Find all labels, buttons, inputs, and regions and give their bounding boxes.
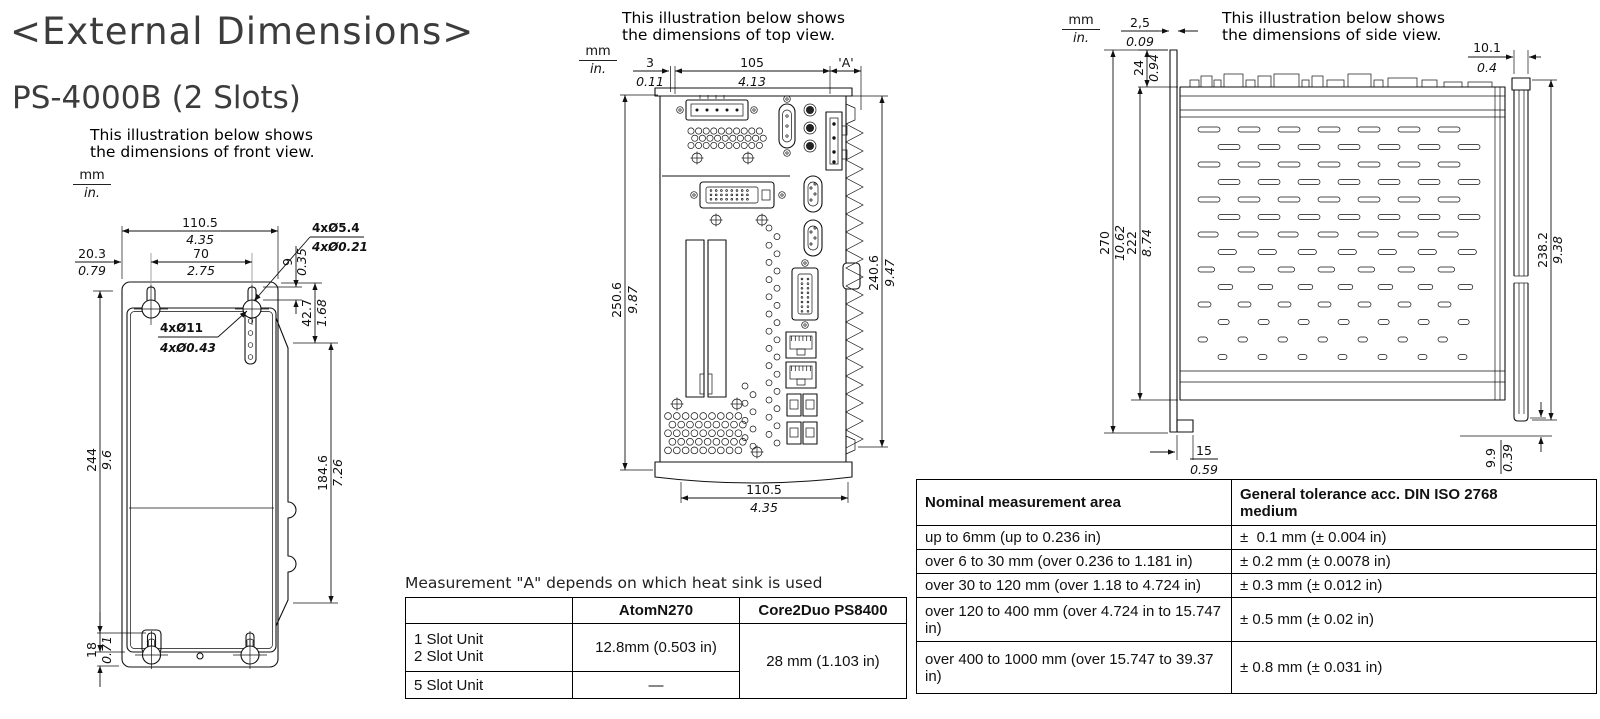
front-dim-topzone-mm: 42.7 xyxy=(299,299,314,327)
side-dim-plate-in: 0.09 xyxy=(1126,34,1154,49)
units-mm-label: mm xyxy=(1062,13,1100,30)
side-dim-bottomgap-in: 0.39 xyxy=(1500,444,1515,472)
measurement-table xyxy=(405,597,907,699)
side-view-caption-line1: This illustration below shows xyxy=(1222,9,1445,27)
expansion-slot-2 xyxy=(708,240,726,397)
top-view-caption-line1: This illustration below shows xyxy=(622,9,845,27)
tolerance-value-cell: ± 0.8 mm (± 0.031 in) xyxy=(1232,642,1597,694)
tolerance-table xyxy=(916,479,1597,694)
side-top-connectors xyxy=(1190,74,1492,87)
front-dim-topzone-in: 1.68 xyxy=(314,299,329,327)
usb-port xyxy=(787,394,801,416)
serial-port-rear xyxy=(779,104,795,148)
top-io-connectors xyxy=(686,176,822,444)
front-dim-bottom-mm: 18 xyxy=(84,642,99,658)
front-hole-label-54-in: 4xØ0.21 xyxy=(312,240,368,254)
side-dim-hsheight-mm: 238.2 xyxy=(1535,232,1550,268)
side-dim-height-mm: 270 xyxy=(1097,231,1112,255)
front-view-caption xyxy=(90,127,315,161)
front-enclosure xyxy=(122,282,296,667)
front-view-drawing xyxy=(40,165,390,719)
tolerance-area-cell: over 6 to 30 mm (over 0.236 to 1.181 in) xyxy=(917,550,1232,574)
tolerance-value-cell: ± 0.2 mm (± 0.0078 in) xyxy=(1232,550,1597,574)
table-row xyxy=(406,624,907,672)
usb-port xyxy=(803,394,817,416)
side-dim-bottomgap-mm: 9.9 xyxy=(1483,448,1498,468)
top-dim-length-in: 9.87 xyxy=(625,286,640,314)
front-hole-label-11-mm: 4xØ11 xyxy=(160,321,203,335)
top-dim-bodylength-in: 9.47 xyxy=(882,259,897,287)
top-rear-vent-holes xyxy=(688,128,766,149)
front-dim-height-mm: 244 xyxy=(84,448,99,472)
column-header-core: Core2Duo PS8400 xyxy=(740,598,907,624)
front-dim-keyhole-mm: 9 xyxy=(280,258,295,266)
front-view-caption-line1: This illustration below shows xyxy=(90,126,313,144)
side-dim-topgap-in: 0.94 xyxy=(1146,54,1161,82)
page-title: <External Dimensions> xyxy=(10,10,475,53)
side-view-caption-line2: the dimensions of side view. xyxy=(1222,26,1442,44)
page-subtitle: PS-4000B (2 Slots) xyxy=(12,80,301,116)
tolerance-header-tol xyxy=(1232,480,1597,526)
tolerance-area-cell: over 120 to 400 mm (over 4.724 in to 15.747 in) xyxy=(917,598,1232,642)
usb-port xyxy=(803,422,817,444)
tolerance-value-cell: ± 0.5 mm (± 0.02 in) xyxy=(1232,598,1597,642)
top-dim-lip-in: 0.11 xyxy=(636,74,664,89)
front-dim-holespan-in: 2.75 xyxy=(187,263,215,278)
mounting-foot xyxy=(1177,420,1193,432)
side-vent-slots xyxy=(1198,127,1480,360)
front-dim-height-in: 9.6 xyxy=(99,450,114,470)
top-view-drawing xyxy=(560,40,960,540)
cell-atom-12slot: 12.8mm (0.503 in) xyxy=(573,624,740,672)
front-dim-holespan-mm: 70 xyxy=(193,246,209,261)
top-view-caption xyxy=(622,10,845,44)
com1-port xyxy=(804,176,822,212)
tolerance-area-cell: up to 6mm (up to 0.236 in) xyxy=(917,526,1232,550)
side-dim-topgap-mm: 24 xyxy=(1131,60,1146,76)
front-hole-label-54-mm: 4xØ5.4 xyxy=(312,221,360,235)
column-header-atom: AtomN270 xyxy=(573,598,740,624)
front-dim-keyhole-in: 0.35 xyxy=(294,248,309,276)
tolerance-value-cell: ± 0.3 mm (± 0.012 in) xyxy=(1232,574,1597,598)
top-screws xyxy=(671,96,809,459)
measurement-table-caption: Measurement "A" depends on which heat sink is used xyxy=(405,574,823,592)
row-label-2slot: 2 Slot Unit xyxy=(414,647,484,665)
side-dim-plate-mm: 2,5 xyxy=(1130,15,1150,30)
side-dim-bodyheight-in: 8.74 xyxy=(1139,229,1154,257)
front-dim-leftoffset-mm: 20.3 xyxy=(78,246,106,261)
top-dim-bodylength-mm: 240.6 xyxy=(866,255,881,291)
side-view-drawing xyxy=(1040,0,1600,500)
expansion-slot-1 xyxy=(686,240,704,397)
top-dim-depth-mm: 105 xyxy=(740,55,764,70)
front-keyholes xyxy=(134,253,269,669)
dvi-port xyxy=(700,182,774,208)
table-row xyxy=(917,598,1597,642)
usb-port xyxy=(787,422,801,444)
front-center-hole xyxy=(197,653,203,659)
cell-core-value: 28 mm (1.103 in) xyxy=(740,624,907,699)
units-in-label: in. xyxy=(590,62,606,77)
tolerance-area-cell: over 400 to 1000 mm (over 15.747 to 39.37 in) xyxy=(917,642,1232,694)
side-dim-hs-mm: 10.1 xyxy=(1473,40,1501,55)
front-dim-width-in: 4.35 xyxy=(186,232,214,247)
units-mm-label: mm xyxy=(73,168,111,185)
top-dim-heatsink-label: 'A' xyxy=(838,55,854,70)
side-dim-foot-mm: 15 xyxy=(1196,443,1212,458)
side-dim-foot-in: 0.59 xyxy=(1190,462,1218,477)
top-dim-length-mm: 250.6 xyxy=(609,282,624,318)
tolerance-header-tol-text: General tolerance acc. DIN ISO 2768 medium xyxy=(1240,485,1502,520)
com2-port xyxy=(804,220,822,256)
side-dim-height-in: 10.62 xyxy=(1112,225,1127,261)
table-row xyxy=(917,574,1597,598)
side-dim-hs-in: 0.4 xyxy=(1477,60,1497,75)
top-vent-hole-chain xyxy=(742,225,780,449)
table-row xyxy=(917,550,1597,574)
side-chassis xyxy=(1170,50,1505,432)
cell-atom-5slot: — xyxy=(573,672,740,699)
side-dim-bodyheight-mm: 222 xyxy=(1124,231,1139,255)
row-label-1slot: 1 Slot Unit xyxy=(414,630,484,648)
front-dim-sideheight-in: 7.26 xyxy=(330,459,345,487)
row-label-5slot: 5 Slot Unit xyxy=(406,672,573,699)
units-in-label: in. xyxy=(1073,31,1089,46)
units-mm-label: mm xyxy=(579,44,617,61)
front-dim-leftoffset-in: 0.79 xyxy=(78,263,106,278)
top-bottom-vent-holes xyxy=(665,413,747,454)
top-dim-depth-in: 4.13 xyxy=(738,74,766,89)
front-hole-label-11-in: 4xØ0.43 xyxy=(160,341,216,355)
top-dim-width-mm: 110.5 xyxy=(746,482,782,497)
monitor-port xyxy=(792,268,818,320)
top-view-caption-line2: the dimensions of top view. xyxy=(622,26,836,44)
top-dim-lip-mm: 3 xyxy=(646,55,654,70)
front-view-caption-line2: the dimensions of front view. xyxy=(90,143,315,161)
side-dim-hsheight-in: 9.38 xyxy=(1550,236,1565,264)
tolerance-value-cell: ± 0.1 mm (± 0.004 in) xyxy=(1232,526,1597,550)
table-row xyxy=(917,526,1597,550)
heat-sink-plate xyxy=(1512,78,1530,421)
top-base-plate xyxy=(655,462,852,483)
front-dim-bottom-in: 0.71 xyxy=(99,636,114,664)
front-dimensions xyxy=(75,215,368,687)
mounting-plate-edge xyxy=(1170,50,1177,432)
front-dim-width-mm: 110.5 xyxy=(182,215,218,230)
table-row xyxy=(917,642,1597,694)
units-in-label: in. xyxy=(84,186,100,201)
tolerance-area-cell: over 30 to 120 mm (over 1.18 to 4.724 in) xyxy=(917,574,1232,598)
top-rear-connectors xyxy=(686,95,847,170)
front-side-flange xyxy=(276,318,296,626)
front-dim-sideheight-mm: 184.6 xyxy=(315,455,330,491)
top-dim-width-in: 4.35 xyxy=(750,500,778,515)
tolerance-header-area: Nominal measurement area xyxy=(917,480,1232,526)
